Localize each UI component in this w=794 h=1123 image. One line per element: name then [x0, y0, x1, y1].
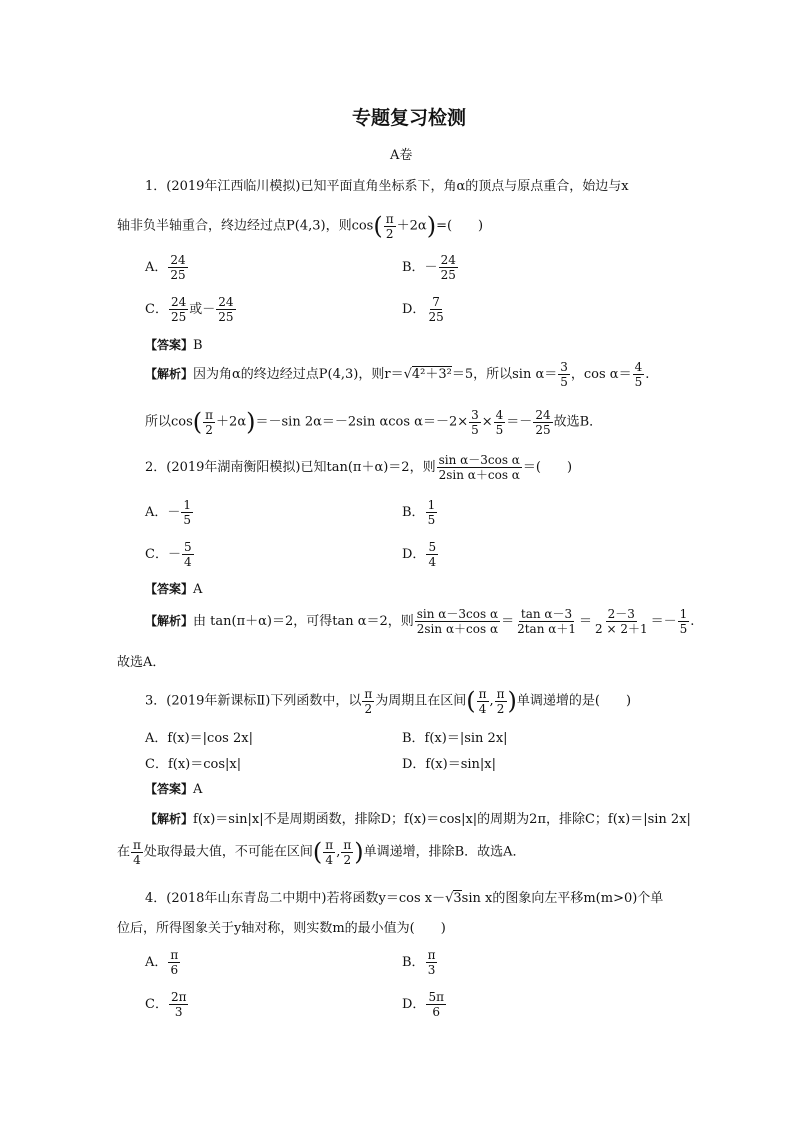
q3-analysis-line1: 【解析】f(x)＝sin|x|不是周期函数，排除D；f(x)＝cos|x|的周期为2π，排除C；f(x)＝|sin 2x|	[145, 812, 691, 827]
q4-option-a: A． $\frac{\pi}{6}$	[145, 948, 179, 977]
q2-analysis-line1: 【解析】由 tan(π＋α)＝2，可得tan α＝2，则 $\frac{\text{sin α－3cos α}}{\text{2sin α＋cos α}}$ ＝ $\frac{\text{tan α－3}}{\text{2tan α＋1}}$ ＝ $\frac{2-3}{2 \times 2+1}$ ＝－ $\frac{1}{5}$ .	[145, 607, 695, 636]
q4-line2: 位后，所得图象关于y轴对称，则实数m的最小值为( )	[117, 921, 446, 936]
page-title: 专题复习检测	[352, 107, 467, 129]
q3-option-c: C．f(x)＝cos|x|	[145, 757, 242, 772]
q3-option-b: B．f(x)＝|sin 2x|	[402, 731, 508, 746]
q4-option-d: D． $\frac{5\pi}{6}$	[402, 990, 444, 1019]
q1-option-c: C． $\frac{24}{25}$ 或－ $\frac{24}{25}$	[145, 295, 234, 324]
analysis-tag: 【解析】	[145, 367, 194, 381]
q2-line1: 2．(2019年湖南衡阳模拟)已知tan(π＋α)＝2，则 $\frac{\text{sin α－3cos α}}{\text{2sin α＋cos α}}$ ＝( )	[145, 453, 573, 482]
q3-answer: 【答案】A	[145, 782, 203, 797]
q1-answer: 【答案】B	[145, 338, 203, 353]
q2-option-a: A．－ $\frac{1}{5}$	[145, 498, 192, 527]
q1-line1: 1．(2019年江西临川模拟)已知平面直角坐标系下，角α的顶点与原点重合，始边与x	[145, 179, 629, 194]
q3-analysis-line2: 在 $\frac{\pi}{4}$ 处取得最大值，不可能在区间( $\frac{\pi}{4}$ , $\frac{\pi}{2}$ )单调递增，排除B．故选A．	[117, 837, 526, 867]
q3-line1: 3．(2019年新课标Ⅱ)下列函数中，以 $\frac{\pi}{2}$ 为周期且在区间( $\frac{\pi}{4}$ , $\frac{\pi}{2}$ )单调递增的是( )	[145, 686, 632, 716]
q1-line2-text: 轴非负半轴重合，终边经过点P(4,3)，则cos	[117, 218, 374, 234]
q1-line2-tail: =( )	[436, 218, 484, 234]
q1-line2: 轴非负半轴重合，终边经过点P(4,3)，则cos( $\frac{\pi}{2}$ ＋2α)=( )	[117, 211, 484, 241]
q3-option-d: D．f(x)＝sin|x|	[402, 757, 497, 772]
q1-option-a: A． $\frac{24}{25}$	[145, 253, 186, 282]
fraction: $\frac{\pi}{2}$	[385, 211, 394, 241]
q3-option-a: A．f(x)＝|cos 2x|	[145, 731, 253, 746]
q2-option-b: B． $\frac{1}{5}$	[402, 498, 436, 527]
q2-option-c: C．－ $\frac{5}{4}$	[145, 540, 192, 569]
q4-line1: 4．(2018年山东青岛二中期中)若将函数y＝cos x－√3sin x的图象向左平移m(m>0)个单	[145, 891, 664, 906]
q1-analysis-line1: 【解析】因为角α的终边经过点P(4,3)，则r＝√4²＋3²＝5，所以sin α＝ $\frac{3}{5}$ ，cos α＝ $\frac{4}{5}$ .	[145, 360, 650, 389]
answer-tag: 【答案】	[145, 338, 194, 352]
q2-answer: 【答案】A	[145, 582, 203, 597]
q4-option-b: B． $\frac{\pi}{3}$	[402, 948, 436, 977]
q2-analysis-line2: 故选A．	[117, 655, 166, 670]
q1-analysis-line2: 所以cos( $\frac{\pi}{2}$ ＋2α)＝－sin 2α＝－2sin αcos α＝－2× $\frac{3}{5}$ × $\frac{4}{5}$ ＝－ $\frac{24}{25}$ 故选B．	[145, 407, 603, 437]
q4-option-c: C． $\frac{2\pi}{3}$	[145, 990, 187, 1019]
q1-option-b: B．－ $\frac{24}{25}$	[402, 253, 456, 282]
q2-option-d: D． $\frac{5}{4}$	[402, 540, 437, 569]
q1-option-d: D． $\frac{7}{25}$	[402, 295, 444, 324]
section-label: A卷	[390, 148, 413, 163]
